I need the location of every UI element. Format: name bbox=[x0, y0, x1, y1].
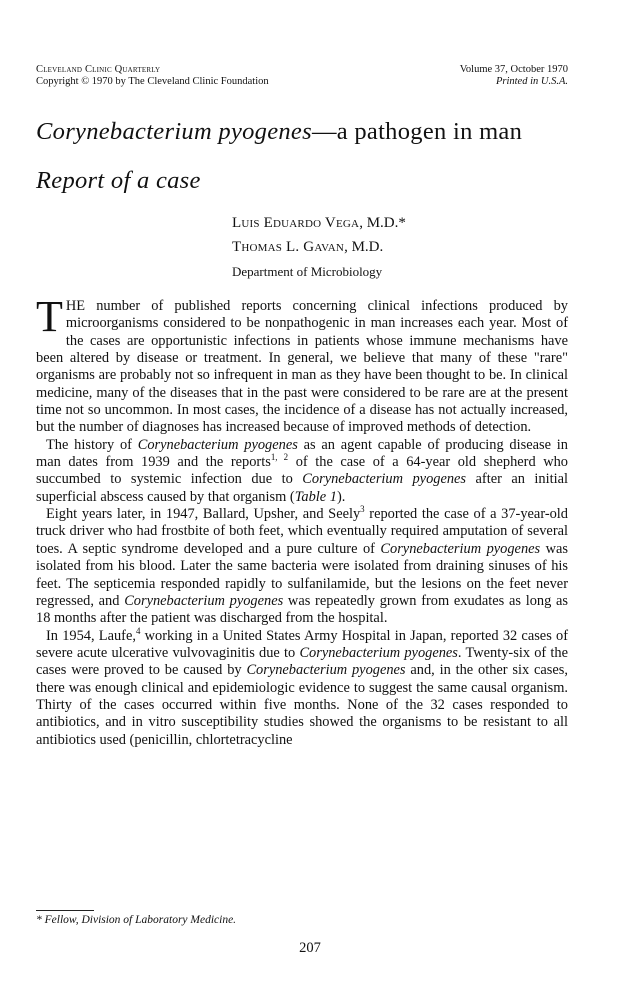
text-run: In 1954, Laufe, bbox=[46, 627, 136, 644]
paragraph-1 bbox=[36, 292, 568, 437]
volume-line: Volume 37, October 1970 bbox=[459, 64, 568, 75]
text-run: . Twenty-six of the cases were proved to be caused by bbox=[36, 644, 569, 679]
organism-name: Corynebacterium pyogenes bbox=[124, 592, 284, 609]
text-run: was repeatedly grown from exudates as long as 18 months after the patient was discharged from the hospital. bbox=[36, 592, 569, 627]
organism-name: Corynebacterium pyogenes bbox=[302, 471, 467, 488]
department: Department of Microbiology bbox=[232, 264, 383, 279]
text-run: The history of bbox=[46, 436, 138, 453]
title-organism: Corynebacterium pyogenes bbox=[36, 118, 312, 145]
organism-name: Corynebacterium pyogenes bbox=[246, 662, 406, 679]
author-1 bbox=[232, 215, 406, 232]
text-run: was isolated from his blood. Later the same bacteria were isolated from draining sinuses of his feet. The septicemia responded rapidly to sulfanilamide, but the lesions on the feet never regressed, and bbox=[36, 540, 568, 609]
reference-marker: 4 bbox=[135, 625, 141, 636]
paragraph-2 bbox=[36, 437, 568, 506]
reference-marker: 3 bbox=[360, 504, 365, 515]
text-run: after an initial superficial abscess caused by that organism ( bbox=[36, 471, 569, 505]
organism-name: Corynebacterium pyogenes bbox=[137, 436, 298, 453]
text-run: Eight years later, in 1947, Ballard, Upsher, and Seely bbox=[46, 506, 361, 523]
page-number: 207 bbox=[299, 940, 321, 956]
running-header-right bbox=[460, 64, 568, 88]
journal-name: Cleveland Clinic Quarterly bbox=[36, 64, 161, 75]
footnote: * Fellow, Division of Laboratory Medicine. bbox=[36, 914, 237, 926]
footnote-rule bbox=[36, 910, 94, 911]
printed-line: Printed in U.S.A. bbox=[495, 76, 568, 87]
author-1-degree: , M.D.* bbox=[359, 215, 406, 231]
copyright-line: Copyright © 1970 by The Cleveland Clinic Foundation bbox=[36, 76, 269, 87]
table-reference: Table 1 bbox=[294, 488, 337, 505]
running-header-left bbox=[36, 64, 269, 88]
title-rest: —a pathogen in man bbox=[311, 118, 523, 145]
author-2-degree: , M.D. bbox=[344, 239, 384, 255]
article-body bbox=[36, 292, 569, 749]
paragraph-4 bbox=[36, 625, 569, 749]
author-1-name: Luis Eduardo Vega bbox=[232, 215, 360, 231]
drop-cap: T bbox=[36, 292, 63, 341]
organism-name: Corynebacterium pyogenes bbox=[299, 644, 458, 661]
author-2-name: Thomas L. Gavan bbox=[232, 239, 345, 255]
author-2 bbox=[232, 239, 383, 256]
paragraph-3 bbox=[36, 506, 568, 627]
text-run: of the case of a 64-year old shepherd who succumbed to systemic infection due to bbox=[36, 454, 568, 488]
reference-marker: 1, 2 bbox=[270, 452, 289, 463]
text-run: reported the case of a 37-year-old truck driver who had frostbite of both feet, which eventually required amputation of several toes. A septic syndrome developed and a pure culture of bbox=[36, 506, 569, 557]
text-run: ). bbox=[336, 488, 346, 505]
text-run: as an agent capable of producing disease in man dates from 1939 and the reports bbox=[36, 436, 568, 471]
text-run: and, in the other six cases, there was enough clinical and epidemiologic evidence to suggest the same causal organism. Thirty of the cases occurred within five months. None of the 32 cases responded to antibiotics, and in vitro susceptibility studies showed the organisms to be resistant to all antibiotics used (penicillin, chlortetracycline bbox=[36, 662, 568, 748]
article-title bbox=[36, 118, 522, 146]
paragraph-1-text: HE number of published reports concerning clinical infections produced by microorganisms considered to be nonpathogenic in man increases each year. Most of the cases are opportunistic infections in patients whose immune mechanisms have been altered by disease or treatment. In general, we believe that many of these "rare" organisms are probably not so infrequent in man as they have been thought to be. In clinical medicine, many of the diseases that in the past were considered to be rare are at the present time not so uncommon. In most cases, the incidence of a disease has not actually increased, but the number of diagnoses has increased because of improved methods of detection. bbox=[36, 298, 568, 436]
text-run: working in a United States Army Hospital in Japan, reported 32 cases of severe acute ulcerative vulvovaginitis due to bbox=[36, 627, 568, 661]
organism-name: Corynebacterium pyogenes bbox=[380, 540, 541, 557]
article-subtitle: Report of a case bbox=[36, 167, 201, 194]
